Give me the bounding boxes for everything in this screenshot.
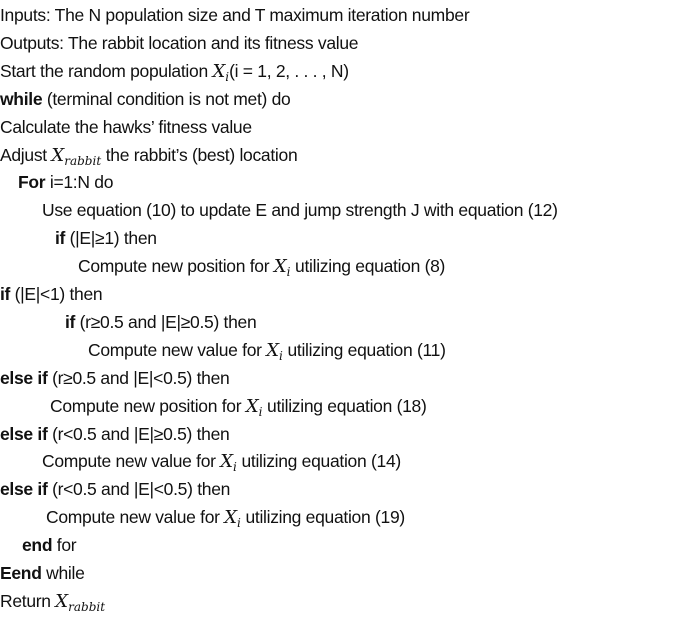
pseudocode-line xyxy=(0,57,349,85)
keyword: Eend xyxy=(0,563,42,583)
pseudocode-line xyxy=(46,503,405,531)
line-text: (terminal condition is not met) do xyxy=(42,88,291,109)
pseudocode-line xyxy=(42,447,401,475)
line-text: Return xyxy=(0,590,56,611)
pseudocode-line xyxy=(65,308,256,336)
line-text: (r≥0.5 and |E|≥0.5) then xyxy=(75,311,257,332)
pseudocode-line xyxy=(0,1,469,29)
pseudocode-line xyxy=(0,364,229,392)
math-variable: $X_i$ xyxy=(212,60,230,84)
line-text: Compute new position for xyxy=(78,256,274,277)
line-text: Compute new value for xyxy=(46,507,225,528)
line-text: utilizing equation (11) xyxy=(282,339,446,360)
line-text: for xyxy=(52,535,77,556)
line-text: Outputs: The rabbit location and its fitness value xyxy=(0,32,359,53)
math-subscript: i xyxy=(286,265,291,280)
pseudocode-line xyxy=(0,29,358,57)
pseudocode-line xyxy=(22,531,76,559)
math-variable: $X_{rabbit}$ xyxy=(55,590,106,614)
line-text: utilizing equation (19) xyxy=(240,507,405,528)
math-variable: $X_i$ xyxy=(266,339,283,363)
pseudocode-line xyxy=(0,420,229,448)
keyword: else if xyxy=(0,367,48,388)
keyword: end xyxy=(22,535,53,556)
pseudocode-line xyxy=(78,252,445,280)
line-text: (i = 1, 2, . . . , N) xyxy=(229,60,349,81)
line-text: Inputs: The N population size and T maximum iteration number xyxy=(0,5,470,25)
pseudocode-line xyxy=(42,196,558,224)
pseudocode-line xyxy=(0,113,252,141)
pseudocode-line xyxy=(0,475,230,503)
math-variable: $X_{rabbit}$ xyxy=(51,144,102,168)
line-text: (r≥0.5 and |E|<0.5) then xyxy=(47,367,230,388)
line-text: (r<0.5 and |E|<0.5) then xyxy=(47,479,231,500)
keyword: For xyxy=(18,172,46,193)
line-text: while xyxy=(41,563,85,583)
pseudocode-line xyxy=(0,280,102,308)
pseudocode-line xyxy=(0,587,105,615)
math-subscript: i xyxy=(225,69,230,84)
line-text: utilizing equation (14) xyxy=(236,451,401,472)
line-text: the rabbit’s (best) location xyxy=(101,144,298,165)
math-subscript: rabbit xyxy=(64,153,102,168)
math-variable: $X_i$ xyxy=(245,395,263,419)
pseudocode-line xyxy=(0,559,85,587)
keyword: if xyxy=(55,228,66,249)
pseudocode-line xyxy=(0,141,297,169)
line-text: (|E|<1) then xyxy=(10,284,103,304)
line-text: Adjust xyxy=(0,144,52,165)
math-variable: $X_i$ xyxy=(273,256,291,280)
math-variable: $X_i$ xyxy=(224,507,241,531)
line-text: (r<0.5 and |E|≥0.5) then xyxy=(47,423,230,444)
line-text: Calculate the hawks’ fitness value xyxy=(0,116,252,137)
pseudocode-line xyxy=(88,336,446,364)
line-text: i=1:N do xyxy=(45,172,114,193)
math-subscript: i xyxy=(237,516,241,531)
pseudocode-line xyxy=(50,392,427,420)
keyword: if xyxy=(0,284,11,304)
math-subscript: i xyxy=(258,404,263,419)
line-text: Compute new value for xyxy=(42,451,221,472)
keyword: else if xyxy=(0,479,48,500)
line-text: (|E|≥1) then xyxy=(65,228,157,249)
line-text: utilizing equation (18) xyxy=(262,395,427,416)
math-variable: $X_i$ xyxy=(220,451,237,475)
keyword: else if xyxy=(0,423,48,444)
math-subscript: i xyxy=(233,460,237,475)
line-text: Compute new value for xyxy=(88,339,267,360)
keyword: if xyxy=(65,311,76,332)
line-text: utilizing equation (8) xyxy=(290,256,446,277)
line-text: Compute new position for xyxy=(50,395,246,416)
line-text: Start the random population xyxy=(0,60,213,81)
keyword: while xyxy=(0,88,43,109)
math-subscript: i xyxy=(279,348,283,363)
pseudocode-line xyxy=(55,224,157,252)
pseudocode-line xyxy=(18,168,113,196)
math-subscript: rabbit xyxy=(68,599,106,614)
line-text: Use equation (10) to update E and jump strength J with equation (12) xyxy=(42,200,558,221)
pseudocode-line xyxy=(0,85,291,113)
